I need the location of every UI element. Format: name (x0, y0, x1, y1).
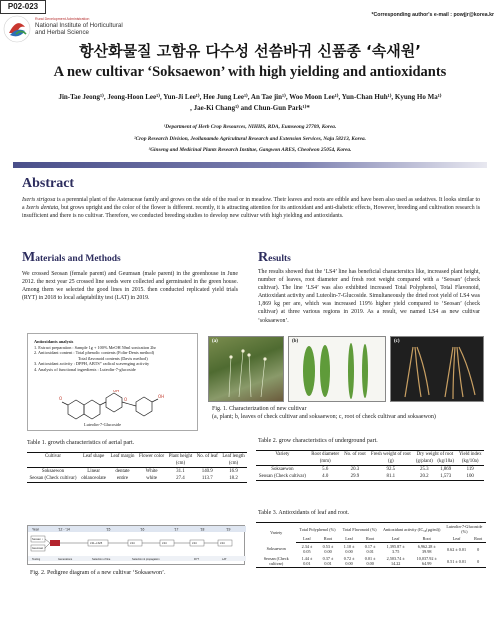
table-cell: 25.3 (420, 467, 429, 472)
photo-leaves (288, 336, 386, 402)
table-cell: Linear (87, 469, 100, 474)
authors-line-2: , Jae-Ki Chang¹⁾ and Chun-Gun Park¹⁾* (190, 104, 310, 112)
table1-header: Flower color (137, 453, 167, 461)
pedigree-node-lines: LS1~LS25 (90, 542, 103, 545)
pedigree-row-5: LAT (222, 557, 227, 561)
table-cell: 0.51 ± 0.01 (443, 555, 471, 568)
results-body: The results showed that the ‘LS4’ line has beneficial charactersitcs like, increased plant height, number of leaves, root diameter and fresh root weight compared with a ‘Seosan’ (check cultivar). The line ‘LS4’ was also exhibited increased Total Polyphenol, Total Flavonoid, Antioxidant activity and Luteolin-7-Glucoside. Simultaneously the dried root yield of LS4 was 1,869 kg per are, which was increased 119% higher yield compared to ‘Seosan’ (check cultivar) at three various regions in 2019. As a result, we named LS4 as new cultivar ‘soksaewon’. (258, 269, 480, 324)
table-cell: 0.72 ± 0.00 (339, 555, 360, 568)
table1-unit (79, 460, 108, 468)
analysis-line-2: 2. Antioxidant content : Total phenolic contents (Folin-Denis method) (34, 350, 155, 356)
table-cell: 1,869 (440, 467, 452, 472)
table-cell: 1.44 ± 0.01 (296, 555, 317, 568)
fig1-caption-line-1: Fig. 1. Characterization of new cultivar (212, 406, 307, 412)
table2-unit: (mm) (309, 458, 342, 466)
table1 (27, 452, 247, 483)
table-cell: 1,573 (435, 473, 456, 481)
table1-header: No. of leaf (194, 453, 220, 461)
pedigree-year-0: Year (32, 527, 39, 532)
table-cell: dentate (115, 469, 130, 474)
abstract-heading: Abstract (22, 176, 75, 191)
pedigree-year-6: '19 (226, 527, 231, 532)
table3-header: Variety (256, 523, 296, 543)
pedigree-node-ls4-a: LS4 (130, 542, 135, 545)
affiliation-3: ³Ginseng and Medicinal Plants Research Institue, Gangwon ARES, Cheolwon 25054, Korea. (148, 147, 352, 153)
svg-text:OH: OH (113, 390, 120, 393)
pedigree-diagram (27, 525, 245, 565)
table-cell: 0 (470, 555, 486, 568)
table3-subheader: Root (360, 535, 381, 543)
pedigree-row-1: Generations (58, 557, 73, 561)
table-cell: 140.9 (201, 469, 213, 474)
table-cell: 100 (456, 473, 484, 481)
authors (24, 92, 476, 114)
table-cell: Seosan (Check cultivar) (27, 475, 79, 483)
table1-unit: (cm) (166, 460, 194, 468)
table-cell: 0.01 ± 0.00 (360, 555, 381, 568)
table-cell: White (145, 469, 158, 474)
table2-unit (342, 458, 368, 466)
pedigree-year-3: '16 (140, 527, 145, 532)
table3-subheader: Leaf (443, 535, 471, 543)
pedigree-year-4: '17 (174, 527, 179, 532)
materials-body: We crossed Seosan (female parent) and Geumsan (male parent) in the greenhouse in June 2012. the next year 25 crossed line seeds were collected and germinated in the green house. Among them we selected the good lines in 2015. then conducted replicated yield trials (RYT) in 2018 to local adaptability test (LAT) in 2019. (22, 271, 238, 302)
fig2-caption: Fig. 2. Pedigree diagram of a new cultivar ‘Soksaewon’. (30, 570, 166, 576)
table2-unit: (g) (368, 458, 413, 466)
table-row (27, 475, 247, 483)
table-cell: 0.53 ± 0.00 (322, 544, 334, 554)
logo-emblem-icon (3, 15, 31, 43)
table-cell: 0.17 ± 0.01 (364, 544, 376, 554)
table-cell: Seosan (Check cultivar) (256, 555, 296, 568)
pedigree-row-4: RYT (194, 557, 200, 561)
affiliation-2: ²Crop Research Division, Jeollanamdo Agricultural Research and Extension Services, Naju 58213, Korea. (134, 136, 366, 142)
antioxidant-analysis-box (27, 333, 198, 431)
analysis-heading: Antioxidants analysis (34, 339, 74, 344)
table-cell: 6,962.28 ± 39.98 (417, 544, 436, 554)
materials-heading (22, 250, 121, 266)
table-cell: 5.6 (322, 467, 329, 472)
results-heading (258, 250, 291, 266)
svg-text:OH: OH (158, 394, 165, 399)
table-cell: 1,395.87 ± 3.75 (386, 544, 405, 554)
pedigree-year-2: '15 (106, 527, 111, 532)
table-row (256, 543, 486, 556)
table-cell: 0.62 ± 0.01 (447, 546, 467, 552)
table3-header: Antioxidant activity (IC₅₀(µg/ml)) (381, 523, 443, 536)
table1-unit: (cm) (220, 460, 247, 468)
table2-header: Variety (256, 451, 309, 459)
pedigree-row-2: Selection of line (92, 557, 111, 561)
table3-header: Total Flavonoid (%) (339, 523, 381, 536)
corresponding-author: *Corresponding author's e-mail : powjjr@korea.kr (371, 12, 494, 18)
table2-header: Dry weight of root (414, 451, 457, 459)
section-banner (13, 162, 487, 168)
roots-photo-graphic (391, 337, 484, 402)
table-cell: oblanceolate (79, 475, 108, 483)
materials-heading-rest: aterials and Methods (35, 254, 121, 264)
table1-header: Leaf margin (108, 453, 136, 461)
table1-unit (137, 460, 167, 468)
table-cell: 113.7 (194, 475, 220, 483)
table-cell: 27.4 (166, 475, 194, 483)
table1-unit (108, 460, 136, 468)
table3-header: Total Polyphenol (%) (296, 523, 338, 536)
pedigree-node-ls4-d: LS4 (220, 542, 225, 545)
abstract-body-a: is a perennial plant of the Asteraceae family and grows on the side of the road or in meadow. Their leaves and roots are edible and have been also used as sedatives. It looks similar to a (22, 197, 480, 212)
table2-unit: (g/plant) (414, 458, 436, 466)
pedigree-node-ls4-c: LS4 (192, 542, 197, 545)
leaves-photo-graphic (289, 337, 386, 402)
table1-unit (194, 460, 220, 468)
table1-header: Cultivar (27, 453, 79, 461)
table1-title: Table 1. growth characteristics of aerial part. (27, 440, 135, 446)
pedigree-row-0: Testing (32, 557, 41, 561)
pedigree-node-male: Geumsan ♂ (32, 547, 46, 550)
table1-unit (27, 460, 79, 468)
table2-header: Root diameter (309, 451, 342, 459)
table3 (256, 522, 486, 568)
table-row (256, 466, 484, 474)
analysis-line-4: 3. Antioxidant activity : DPPH, ABTS⁺ radical scavenging activity (34, 361, 150, 367)
table2-header: Yield index (456, 451, 484, 459)
table2-unit: (kg/10a) (456, 458, 484, 466)
photo-label-a: (a) (212, 339, 218, 344)
table-cell: 20.3 (350, 467, 360, 472)
table-cell: 16.9 (229, 469, 238, 474)
pedigree-year-1: '12 - '14 (58, 527, 70, 532)
results-heading-initial: R (258, 250, 269, 265)
table-cell: 2.34 ± 0.05 (301, 544, 313, 554)
table-cell: 20.2 (414, 473, 436, 481)
abstract-species-2: Ixeris dentata (26, 205, 59, 212)
table2-header: Fresh weight of root (368, 451, 413, 459)
table-row (27, 468, 247, 476)
table-cell: Soksaewon (266, 546, 286, 552)
table3-subheader: Leaf (296, 535, 317, 543)
table3-subheader: Leaf (339, 535, 360, 543)
analysis-line-3: Total flavonoid contents (Davis method) (78, 355, 148, 361)
pedigree-graphic (28, 526, 246, 566)
table3-subheader: Root (470, 535, 486, 543)
fig1-caption-line-2: (a, plant; b, leaves of check cultivar and soksaewon; c, root of check cultivar and soksaewon) (212, 413, 436, 420)
logo-main-line: National Institute of Horticultural and Herbal Science (35, 22, 123, 37)
table-cell: 1.10 ± 0.00 (343, 544, 355, 554)
table3-title: Table 3. Antioxidants of leaf and root. (258, 510, 350, 516)
poster-id: P02-023 (0, 0, 46, 14)
table-row (256, 473, 484, 481)
abstract-body (22, 196, 480, 220)
table-cell: 31.1 (176, 469, 185, 474)
table3-subheader: Root (317, 535, 338, 543)
table-cell: 10,037.92 ± 64.99 (411, 555, 443, 568)
table-cell: 119 (466, 467, 474, 472)
photo-label-c: (c) (394, 339, 400, 344)
analysis-line-1: 1. Extract preparation : Sample 1g + 100% MeOH 50ml sonication 2hr (34, 344, 156, 350)
photo-label-b: (b) (292, 339, 299, 344)
title-english: A new cultivar ‘Soksaewon’ with high yielding and antioxidants (53, 64, 447, 80)
table2-header: No. of root (342, 451, 368, 459)
abstract-species: Ixeris strigosa (22, 197, 56, 203)
table2 (256, 450, 484, 481)
table-row (256, 555, 486, 568)
analysis-line-5: 4. Analysis of functional ingredients : Luteolin-7-glucoside (34, 366, 136, 372)
table2-unit (256, 458, 309, 466)
table-cell: Seosan (Check cultivar) (256, 473, 309, 481)
table-cell: 4.0 (309, 473, 342, 481)
table-cell: entire (108, 475, 136, 483)
structure-caption: Luteolin-7-Glucoside (84, 422, 121, 427)
table1-header: Plant height (166, 453, 194, 461)
table-cell: 92.5 (386, 467, 396, 472)
table-cell: 29.9 (342, 473, 368, 481)
photo-roots (390, 336, 484, 402)
abstract-body-b: , but grows upright and the color of the flower is different. recently, it is attracting attention for its antioxidant and anti-diabetic effects, However, breeding and cultivation research is insufficient and there is no cultivar. Therefore, we conducted breeding studies to develop new cultivar with high yielding and antioxidants. (22, 205, 480, 220)
table1-header: Leaf length (220, 453, 247, 461)
table2-title: Table 2. grow characteristics of underground part. (258, 438, 378, 444)
fig1-caption (212, 406, 482, 421)
materials-heading-initial: M (22, 250, 36, 265)
table-cell: 2,503.74 ± 14.22 (381, 555, 411, 568)
table2-unit: (kg/10a) (435, 458, 456, 466)
table-cell: white (137, 475, 167, 483)
table3-subheader: Leaf (381, 535, 411, 543)
table1-header: Leaf shape (79, 453, 108, 461)
authors-line-1: Jin-Tae Jeong¹⁾, Jeong-Hoon Lee¹⁾, Yun-Ji Lee¹⁾, Hee Jung Lee¹⁾, An Tae jin¹⁾, Woo Moon Lee¹⁾, Yun-Chan Huh¹⁾, Kyung Ho Ma¹⁾ (58, 93, 442, 101)
table-cell: Soksaewon (271, 467, 294, 472)
table-cell: 81.1 (368, 473, 413, 481)
affiliation-1: ¹Department of Herb Crop Resources, NIHHS, RDA, Eumseong 27709, Korea. (163, 124, 337, 130)
table-cell: Soksaewon (41, 469, 65, 474)
table3-header: Luteolin-7-Glucoside (%) (443, 523, 486, 536)
pedigree-node-ls4-b: LS4 (162, 542, 167, 545)
title-korean: 항산화물질 고함유 다수성 선씀바귀 신품종 ‘속새원’ (79, 42, 421, 60)
plant-photo-graphic (209, 337, 284, 402)
photo-plant (208, 336, 284, 402)
table-cell: 0 (477, 546, 480, 552)
logo-top-line: Rural Development Administration (35, 17, 90, 21)
table-cell: 18.2 (220, 475, 247, 483)
table-cell: 0.37 ± 0.01 (317, 555, 338, 568)
svg-text:O: O (59, 396, 63, 401)
luteolin-structure-diagram (58, 390, 168, 420)
table3-subheader: Root (411, 535, 443, 543)
svg-text:O: O (124, 397, 128, 402)
pedigree-year-5: '18 (200, 527, 205, 532)
pedigree-node-female: Seosan ♀ (32, 538, 44, 541)
results-heading-rest: esults (268, 254, 291, 264)
pedigree-row-3: Selection & propagation (132, 557, 160, 561)
